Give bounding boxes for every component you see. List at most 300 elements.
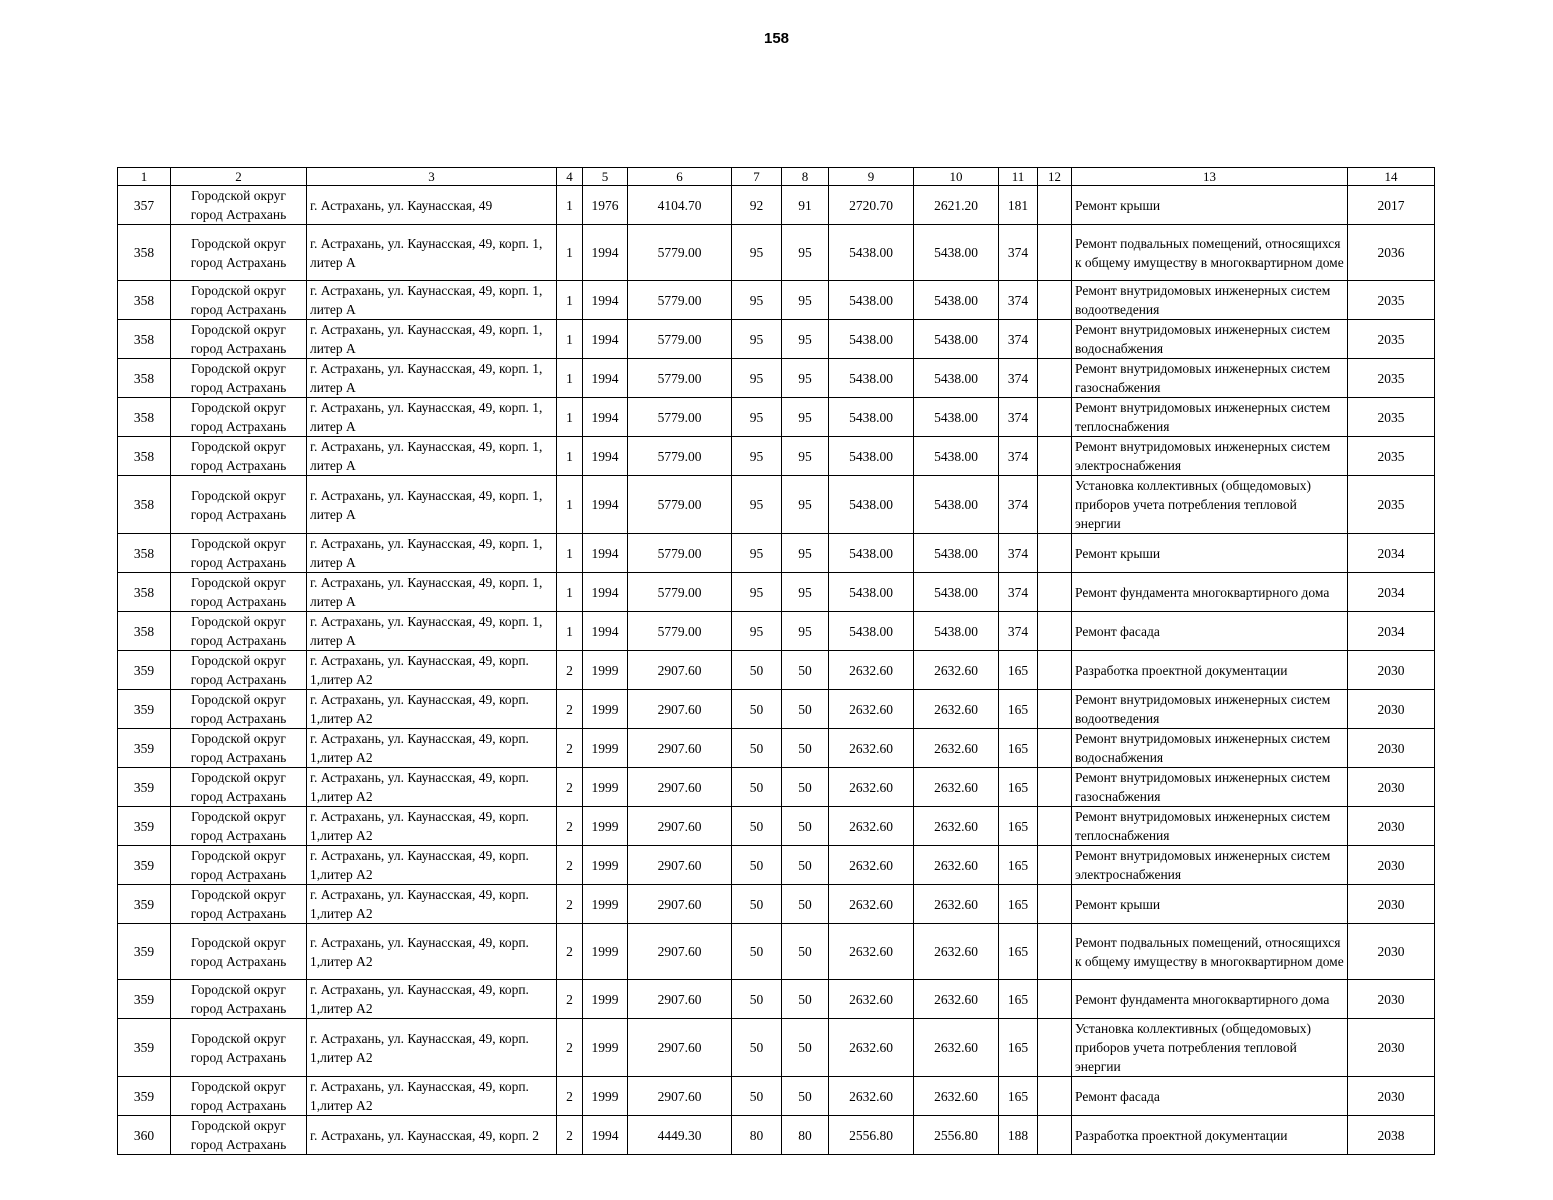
address-cell: г. Астрахань, ул. Каунасская, 49, корп. 1,литер А2	[307, 885, 557, 924]
table-row	[118, 320, 1435, 359]
municipality-cell: Городской округ город Астрахань	[171, 320, 307, 359]
area-10-cell: 5438.00	[914, 573, 999, 612]
year-built-cell: 1999	[583, 729, 628, 768]
table-row	[118, 729, 1435, 768]
year-built-cell: 1999	[583, 980, 628, 1019]
building-count-cell: 2	[557, 846, 583, 885]
area-10-cell: 2632.60	[914, 1077, 999, 1116]
area-10-cell: 5438.00	[914, 437, 999, 476]
col-12-cell	[1038, 846, 1072, 885]
work-type-cell: Ремонт крыши	[1072, 534, 1348, 573]
row-number-cell: 359	[118, 1077, 171, 1116]
col-12-cell	[1038, 225, 1072, 281]
row-number-cell: 359	[118, 768, 171, 807]
municipality-cell: Городской округ город Астрахань	[171, 437, 307, 476]
year-built-cell: 1994	[583, 534, 628, 573]
area-8-cell: 95	[782, 359, 829, 398]
area-8-cell: 95	[782, 534, 829, 573]
planned-year-cell: 2036	[1348, 225, 1435, 281]
area-9-cell: 5438.00	[829, 359, 914, 398]
year-built-cell: 1999	[583, 846, 628, 885]
area-9-cell: 2632.60	[829, 885, 914, 924]
year-built-cell: 1999	[583, 768, 628, 807]
total-area-cell: 2907.60	[628, 651, 732, 690]
area-8-cell: 50	[782, 729, 829, 768]
address-cell: г. Астрахань, ул. Каунасская, 49, корп. 1,литер А2	[307, 1019, 557, 1077]
residents-cell: 374	[999, 320, 1038, 359]
table-row	[118, 186, 1435, 225]
work-type-cell: Ремонт внутридомовых инженерных систем водоснабжения	[1072, 729, 1348, 768]
total-area-cell: 5779.00	[628, 320, 732, 359]
work-type-cell: Ремонт фундамента многоквартирного дома	[1072, 980, 1348, 1019]
total-area-cell: 2907.60	[628, 690, 732, 729]
residents-cell: 374	[999, 398, 1038, 437]
planned-year-cell: 2030	[1348, 980, 1435, 1019]
municipality-cell: Городской округ город Астрахань	[171, 186, 307, 225]
residents-cell: 181	[999, 186, 1038, 225]
table-row	[118, 651, 1435, 690]
col-12-cell	[1038, 573, 1072, 612]
row-number-cell: 358	[118, 359, 171, 398]
header-cell: 5	[583, 168, 628, 186]
page-number: 158	[763, 30, 790, 47]
total-area-cell: 4104.70	[628, 186, 732, 225]
total-area-cell: 5779.00	[628, 437, 732, 476]
area-9-cell: 2632.60	[829, 768, 914, 807]
row-number-cell: 359	[118, 651, 171, 690]
table-body	[118, 168, 1435, 1155]
row-number-cell: 359	[118, 980, 171, 1019]
address-cell: г. Астрахань, ул. Каунасская, 49, корп. 1, литер А	[307, 359, 557, 398]
residents-cell: 165	[999, 846, 1038, 885]
row-number-cell: 358	[118, 437, 171, 476]
area-10-cell: 2632.60	[914, 885, 999, 924]
work-type-cell: Ремонт внутридомовых инженерных систем теплоснабжения	[1072, 398, 1348, 437]
row-number-cell: 358	[118, 281, 171, 320]
col-12-cell	[1038, 690, 1072, 729]
address-cell: г. Астрахань, ул. Каунасская, 49, корп. 1,литер А2	[307, 924, 557, 980]
area-9-cell: 5438.00	[829, 225, 914, 281]
planned-year-cell: 2035	[1348, 437, 1435, 476]
area-10-cell: 5438.00	[914, 281, 999, 320]
planned-year-cell: 2030	[1348, 768, 1435, 807]
residents-cell: 188	[999, 1116, 1038, 1155]
table-row	[118, 534, 1435, 573]
building-count-cell: 1	[557, 612, 583, 651]
building-count-cell: 1	[557, 398, 583, 437]
area-10-cell: 2621.20	[914, 186, 999, 225]
residents-cell: 374	[999, 225, 1038, 281]
total-area-cell: 2907.60	[628, 980, 732, 1019]
area-7-cell: 50	[732, 1077, 782, 1116]
col-12-cell	[1038, 534, 1072, 573]
area-10-cell: 5438.00	[914, 612, 999, 651]
row-number-cell: 359	[118, 807, 171, 846]
area-7-cell: 95	[732, 612, 782, 651]
municipality-cell: Городской округ город Астрахань	[171, 398, 307, 437]
area-9-cell: 2632.60	[829, 651, 914, 690]
residents-cell: 165	[999, 924, 1038, 980]
area-10-cell: 2632.60	[914, 729, 999, 768]
work-type-cell: Ремонт фундамента многоквартирного дома	[1072, 573, 1348, 612]
building-count-cell: 2	[557, 924, 583, 980]
area-8-cell: 50	[782, 651, 829, 690]
address-cell: г. Астрахань, ул. Каунасская, 49, корп. 1,литер А2	[307, 729, 557, 768]
residents-cell: 374	[999, 573, 1038, 612]
residents-cell: 165	[999, 768, 1038, 807]
municipality-cell: Городской округ город Астрахань	[171, 534, 307, 573]
col-12-cell	[1038, 980, 1072, 1019]
year-built-cell: 1976	[583, 186, 628, 225]
address-cell: г. Астрахань, ул. Каунасская, 49, корп. 1, литер А	[307, 225, 557, 281]
building-count-cell: 2	[557, 729, 583, 768]
year-built-cell: 1994	[583, 1116, 628, 1155]
area-10-cell: 5438.00	[914, 225, 999, 281]
building-count-cell: 2	[557, 807, 583, 846]
work-type-cell: Ремонт внутридомовых инженерных систем электроснабжения	[1072, 437, 1348, 476]
municipality-cell: Городской округ город Астрахань	[171, 359, 307, 398]
row-number-cell: 357	[118, 186, 171, 225]
table-header-row	[118, 168, 1435, 186]
building-count-cell: 1	[557, 534, 583, 573]
area-8-cell: 50	[782, 1077, 829, 1116]
municipality-cell: Городской округ город Астрахань	[171, 924, 307, 980]
total-area-cell: 5779.00	[628, 281, 732, 320]
row-number-cell: 358	[118, 320, 171, 359]
area-10-cell: 5438.00	[914, 359, 999, 398]
col-12-cell	[1038, 612, 1072, 651]
year-built-cell: 1994	[583, 359, 628, 398]
col-12-cell	[1038, 281, 1072, 320]
area-8-cell: 95	[782, 225, 829, 281]
residents-cell: 374	[999, 612, 1038, 651]
total-area-cell: 2907.60	[628, 1077, 732, 1116]
address-cell: г. Астрахань, ул. Каунасская, 49, корп. 1, литер А	[307, 320, 557, 359]
municipality-cell: Городской округ город Астрахань	[171, 573, 307, 612]
total-area-cell: 2907.60	[628, 846, 732, 885]
area-8-cell: 95	[782, 476, 829, 534]
col-12-cell	[1038, 398, 1072, 437]
area-9-cell: 5438.00	[829, 320, 914, 359]
address-cell: г. Астрахань, ул. Каунасская, 49, корп. 1,литер А2	[307, 1077, 557, 1116]
row-number-cell: 359	[118, 1019, 171, 1077]
work-type-cell: Ремонт внутридомовых инженерных систем газоснабжения	[1072, 768, 1348, 807]
table-row	[118, 885, 1435, 924]
row-number-cell: 358	[118, 612, 171, 651]
planned-year-cell: 2030	[1348, 651, 1435, 690]
address-cell: г. Астрахань, ул. Каунасская, 49, корп. 1,литер А2	[307, 690, 557, 729]
row-number-cell: 358	[118, 534, 171, 573]
work-type-cell: Ремонт крыши	[1072, 885, 1348, 924]
table-row	[118, 359, 1435, 398]
header-cell: 11	[999, 168, 1038, 186]
row-number-cell: 360	[118, 1116, 171, 1155]
residents-cell: 374	[999, 476, 1038, 534]
area-9-cell: 2632.60	[829, 807, 914, 846]
col-12-cell	[1038, 1019, 1072, 1077]
area-10-cell: 5438.00	[914, 534, 999, 573]
address-cell: г. Астрахань, ул. Каунасская, 49	[307, 186, 557, 225]
work-type-cell: Ремонт внутридомовых инженерных систем водоснабжения	[1072, 320, 1348, 359]
total-area-cell: 4449.30	[628, 1116, 732, 1155]
area-10-cell: 2632.60	[914, 690, 999, 729]
planned-year-cell: 2030	[1348, 1077, 1435, 1116]
table-row	[118, 573, 1435, 612]
area-7-cell: 50	[732, 768, 782, 807]
area-7-cell: 50	[732, 885, 782, 924]
year-built-cell: 1994	[583, 225, 628, 281]
building-count-cell: 1	[557, 186, 583, 225]
total-area-cell: 5779.00	[628, 534, 732, 573]
planned-year-cell: 2034	[1348, 534, 1435, 573]
area-8-cell: 91	[782, 186, 829, 225]
table-row	[118, 690, 1435, 729]
row-number-cell: 359	[118, 729, 171, 768]
table-row	[118, 1077, 1435, 1116]
building-count-cell: 2	[557, 1019, 583, 1077]
work-type-cell: Ремонт внутридомовых инженерных систем водоотведения	[1072, 281, 1348, 320]
planned-year-cell: 2030	[1348, 690, 1435, 729]
area-7-cell: 95	[732, 573, 782, 612]
col-12-cell	[1038, 437, 1072, 476]
data-table	[117, 167, 1435, 1155]
address-cell: г. Астрахань, ул. Каунасская, 49, корп. 1,литер А2	[307, 768, 557, 807]
building-count-cell: 1	[557, 437, 583, 476]
area-10-cell: 5438.00	[914, 476, 999, 534]
area-8-cell: 95	[782, 437, 829, 476]
area-8-cell: 50	[782, 885, 829, 924]
building-count-cell: 2	[557, 1077, 583, 1116]
area-8-cell: 50	[782, 924, 829, 980]
residents-cell: 165	[999, 1019, 1038, 1077]
municipality-cell: Городской округ город Астрахань	[171, 690, 307, 729]
total-area-cell: 5779.00	[628, 359, 732, 398]
table-row	[118, 980, 1435, 1019]
planned-year-cell: 2035	[1348, 398, 1435, 437]
area-10-cell: 2632.60	[914, 651, 999, 690]
address-cell: г. Астрахань, ул. Каунасская, 49, корп. 1, литер А	[307, 437, 557, 476]
area-7-cell: 50	[732, 690, 782, 729]
table-row	[118, 476, 1435, 534]
area-10-cell: 2632.60	[914, 846, 999, 885]
total-area-cell: 2907.60	[628, 1019, 732, 1077]
building-count-cell: 1	[557, 573, 583, 612]
row-number-cell: 359	[118, 885, 171, 924]
total-area-cell: 5779.00	[628, 612, 732, 651]
area-7-cell: 50	[732, 651, 782, 690]
total-area-cell: 2907.60	[628, 729, 732, 768]
building-count-cell: 1	[557, 281, 583, 320]
year-built-cell: 1994	[583, 573, 628, 612]
table-row	[118, 437, 1435, 476]
address-cell: г. Астрахань, ул. Каунасская, 49, корп. 1, литер А	[307, 534, 557, 573]
year-built-cell: 1999	[583, 1019, 628, 1077]
area-9-cell: 2632.60	[829, 924, 914, 980]
col-12-cell	[1038, 885, 1072, 924]
municipality-cell: Городской округ город Астрахань	[171, 980, 307, 1019]
area-10-cell: 5438.00	[914, 398, 999, 437]
area-7-cell: 95	[732, 359, 782, 398]
municipality-cell: Городской округ город Астрахань	[171, 651, 307, 690]
col-12-cell	[1038, 320, 1072, 359]
planned-year-cell: 2017	[1348, 186, 1435, 225]
municipality-cell: Городской округ город Астрахань	[171, 281, 307, 320]
year-built-cell: 1994	[583, 320, 628, 359]
residents-cell: 374	[999, 359, 1038, 398]
col-12-cell	[1038, 476, 1072, 534]
municipality-cell: Городской округ город Астрахань	[171, 1019, 307, 1077]
municipality-cell: Городской округ город Астрахань	[171, 476, 307, 534]
building-count-cell: 2	[557, 885, 583, 924]
table-row	[118, 1116, 1435, 1155]
col-12-cell	[1038, 729, 1072, 768]
table-row	[118, 281, 1435, 320]
year-built-cell: 1999	[583, 807, 628, 846]
residents-cell: 165	[999, 1077, 1038, 1116]
municipality-cell: Городской округ город Астрахань	[171, 1116, 307, 1155]
total-area-cell: 2907.60	[628, 768, 732, 807]
work-type-cell: Ремонт фасада	[1072, 612, 1348, 651]
municipality-cell: Городской округ город Астрахань	[171, 846, 307, 885]
year-built-cell: 1994	[583, 281, 628, 320]
table-row	[118, 846, 1435, 885]
planned-year-cell: 2034	[1348, 573, 1435, 612]
residents-cell: 165	[999, 980, 1038, 1019]
planned-year-cell: 2030	[1348, 846, 1435, 885]
area-10-cell: 5438.00	[914, 320, 999, 359]
planned-year-cell: 2030	[1348, 1019, 1435, 1077]
residents-cell: 165	[999, 651, 1038, 690]
planned-year-cell: 2034	[1348, 612, 1435, 651]
planned-year-cell: 2030	[1348, 924, 1435, 980]
address-cell: г. Астрахань, ул. Каунасская, 49, корп. 1,литер А2	[307, 980, 557, 1019]
area-8-cell: 50	[782, 807, 829, 846]
area-8-cell: 50	[782, 846, 829, 885]
col-12-cell	[1038, 186, 1072, 225]
area-8-cell: 50	[782, 1019, 829, 1077]
col-12-cell	[1038, 1077, 1072, 1116]
row-number-cell: 358	[118, 573, 171, 612]
row-number-cell: 358	[118, 225, 171, 281]
area-9-cell: 5438.00	[829, 398, 914, 437]
area-9-cell: 2556.80	[829, 1116, 914, 1155]
total-area-cell: 5779.00	[628, 573, 732, 612]
total-area-cell: 2907.60	[628, 807, 732, 846]
area-9-cell: 2632.60	[829, 980, 914, 1019]
area-9-cell: 5438.00	[829, 281, 914, 320]
area-9-cell: 5438.00	[829, 476, 914, 534]
table-row	[118, 612, 1435, 651]
header-cell: 2	[171, 168, 307, 186]
address-cell: г. Астрахань, ул. Каунасская, 49, корп. 1, литер А	[307, 573, 557, 612]
header-cell: 3	[307, 168, 557, 186]
municipality-cell: Городской округ город Астрахань	[171, 885, 307, 924]
year-built-cell: 1994	[583, 437, 628, 476]
header-cell: 10	[914, 168, 999, 186]
planned-year-cell: 2035	[1348, 359, 1435, 398]
area-10-cell: 2556.80	[914, 1116, 999, 1155]
year-built-cell: 1994	[583, 398, 628, 437]
col-12-cell	[1038, 359, 1072, 398]
area-8-cell: 80	[782, 1116, 829, 1155]
municipality-cell: Городской округ город Астрахань	[171, 612, 307, 651]
area-9-cell: 2632.60	[829, 1019, 914, 1077]
total-area-cell: 2907.60	[628, 924, 732, 980]
row-number-cell: 359	[118, 924, 171, 980]
area-7-cell: 95	[732, 225, 782, 281]
planned-year-cell: 2030	[1348, 885, 1435, 924]
area-9-cell: 5438.00	[829, 573, 914, 612]
area-7-cell: 95	[732, 534, 782, 573]
area-10-cell: 2632.60	[914, 980, 999, 1019]
area-8-cell: 95	[782, 320, 829, 359]
year-built-cell: 1994	[583, 476, 628, 534]
row-number-cell: 358	[118, 398, 171, 437]
col-12-cell	[1038, 807, 1072, 846]
area-7-cell: 50	[732, 729, 782, 768]
year-built-cell: 1999	[583, 651, 628, 690]
planned-year-cell: 2030	[1348, 729, 1435, 768]
area-8-cell: 50	[782, 980, 829, 1019]
address-cell: г. Астрахань, ул. Каунасская, 49, корп. 1,литер А2	[307, 651, 557, 690]
planned-year-cell: 2035	[1348, 476, 1435, 534]
year-built-cell: 1999	[583, 1077, 628, 1116]
building-count-cell: 1	[557, 359, 583, 398]
work-type-cell: Ремонт крыши	[1072, 186, 1348, 225]
area-7-cell: 80	[732, 1116, 782, 1155]
table-row	[118, 924, 1435, 980]
municipality-cell: Городской округ город Астрахань	[171, 225, 307, 281]
work-type-cell: Ремонт внутридомовых инженерных систем водоотведения	[1072, 690, 1348, 729]
area-7-cell: 95	[732, 281, 782, 320]
area-8-cell: 95	[782, 612, 829, 651]
building-count-cell: 1	[557, 476, 583, 534]
municipality-cell: Городской округ город Астрахань	[171, 729, 307, 768]
header-cell: 1	[118, 168, 171, 186]
total-area-cell: 2907.60	[628, 885, 732, 924]
area-7-cell: 50	[732, 1019, 782, 1077]
work-type-cell: Установка коллективных (общедомовых) приборов учета потребления тепловой энергии	[1072, 476, 1348, 534]
col-12-cell	[1038, 924, 1072, 980]
building-count-cell: 2	[557, 651, 583, 690]
area-9-cell: 2632.60	[829, 846, 914, 885]
building-count-cell: 1	[557, 320, 583, 359]
area-8-cell: 95	[782, 398, 829, 437]
area-7-cell: 92	[732, 186, 782, 225]
building-count-cell: 2	[557, 768, 583, 807]
area-8-cell: 50	[782, 690, 829, 729]
residents-cell: 374	[999, 437, 1038, 476]
area-9-cell: 5438.00	[829, 534, 914, 573]
work-type-cell: Ремонт подвальных помещений, относящихся к общему имуществу в многоквартирном доме	[1072, 225, 1348, 281]
work-type-cell: Разработка проектной документации	[1072, 1116, 1348, 1155]
area-9-cell: 2632.60	[829, 729, 914, 768]
area-7-cell: 50	[732, 807, 782, 846]
area-9-cell: 5438.00	[829, 437, 914, 476]
table-row	[118, 398, 1435, 437]
area-7-cell: 95	[732, 320, 782, 359]
address-cell: г. Астрахань, ул. Каунасская, 49, корп. 1,литер А2	[307, 807, 557, 846]
header-cell: 9	[829, 168, 914, 186]
area-8-cell: 50	[782, 768, 829, 807]
address-cell: г. Астрахань, ул. Каунасская, 49, корп. 1, литер А	[307, 281, 557, 320]
area-9-cell: 2720.70	[829, 186, 914, 225]
area-10-cell: 2632.60	[914, 807, 999, 846]
area-10-cell: 2632.60	[914, 1019, 999, 1077]
header-cell: 7	[732, 168, 782, 186]
work-type-cell: Разработка проектной документации	[1072, 651, 1348, 690]
municipality-cell: Городской округ город Астрахань	[171, 1077, 307, 1116]
